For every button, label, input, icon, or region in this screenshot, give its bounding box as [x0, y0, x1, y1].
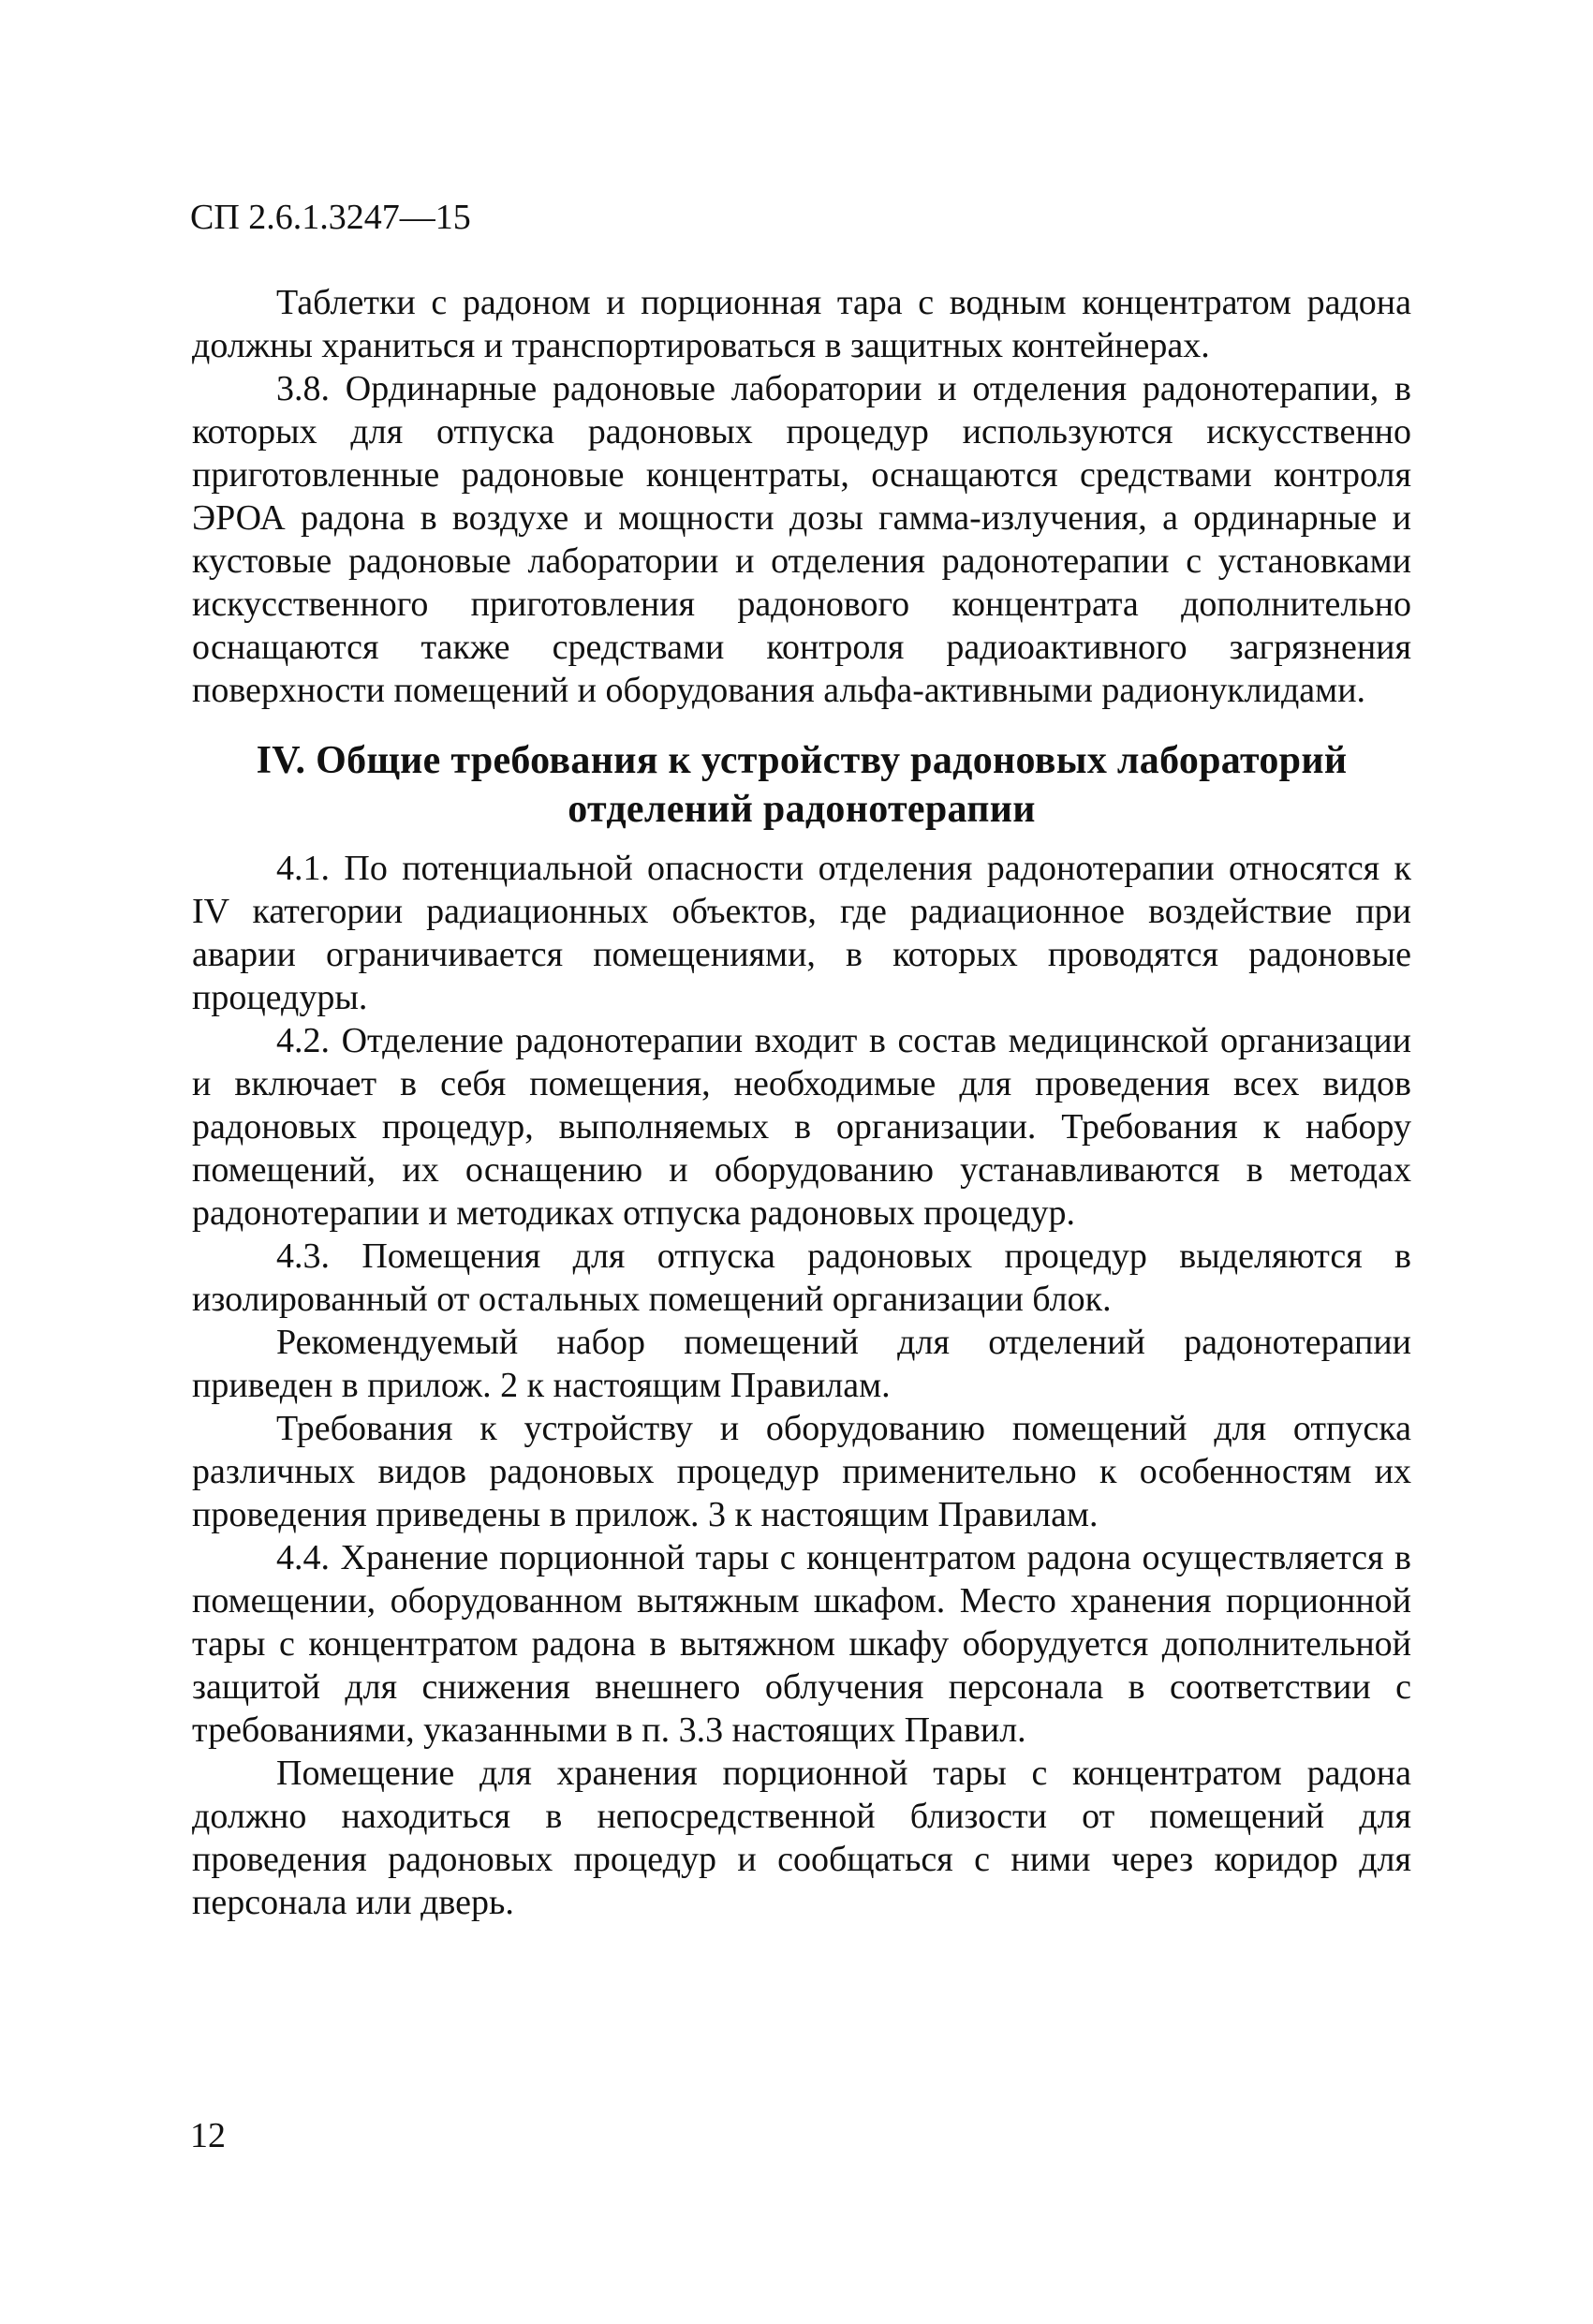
paragraph-4-2: 4.2. Отделение радонотерапии входит в состав медицинской организации и включает в себя помещения, необходимые для проведения всех видов радоновых процедур, выполняемых в организации. Требования к набору помещений, их оснащению и оборудованию устанавливаются в методах радонотерапии и методиках отпуска радоновых процедур.: [192, 1021, 1411, 1233]
paragraph-4-3: 4.3. Помещения для отпуска радоновых процедур выделяются в изолированный от остальных помещений организации блок.: [192, 1236, 1411, 1319]
paragraph-3-8: 3.8. Ординарные радоновые лаборатории и отделения радонотерапии, в которых для отпуска радоновых процедур используются искусственно приготовленные радоновые концентраты, оснащаются средствами контроля ЭРОА радона в воздухе и мощности дозы гамма-излучения, а ординарные и кустовые радоновые лаборатории и отделения радонотерапии с установками искусственного приготовления радонового концентрата дополнительно оснащаются также средствами контроля радиоактивного загрязнения поверхности помещений и оборудования альфа-активными радионуклидами.: [192, 369, 1411, 710]
paragraph-recommended-rooms: Рекомендуемый набор помещений для отделений радонотерапии приведен в прилож. 2 к настоящим Правилам.: [192, 1323, 1411, 1405]
paragraph-4-4: 4.4. Хранение порционной тары с концентратом радона осуществляется в помещении, оборудованном вытяжным шкафом. Место хранения порционной тары с концентратом радона в вытяжном шкафу оборудуется дополнительной защитой для снижения внешнего облучения персонала в соответствии с требованиями, указанными в п. 3.3 настоящих Правил.: [192, 1538, 1411, 1750]
paragraph-room-requirements: Требования к устройству и оборудованию помещений для отпуска различных видов радоновых процедур применительно к особенностям их проведения приведены в прилож. 3 к настоящим Правилам.: [192, 1409, 1411, 1534]
document-code-header: СП 2.6.1.3247—15: [190, 198, 471, 237]
page-number: 12: [190, 2116, 226, 2155]
paragraph-4-1: 4.1. По потенциальной опасности отделения радонотерапии относятся к IV категории радиационных объектов, где радиационное воздействие при аварии ограничивается помещениями, в которых проводятся радоновые процедуры.: [192, 849, 1411, 1017]
paragraph-storage-room: Помещение для хранения порционной тары с концентратом радона должно находиться в непосредственной близости от помещений для проведения радоновых процедур и сообщаться с ними через коридор для персонала или дверь.: [192, 1754, 1411, 1922]
section-title: IV. Общие требования к устройству радоновых лабораторий отделений радонотерапии: [256, 739, 1348, 831]
page-content: [192, 281, 1411, 1924]
paragraph-radon-tablets: Таблетки с радоном и порционная тара с водным концентратом радона должны храниться и транспортироваться в защитных контейнерах.: [192, 283, 1411, 365]
